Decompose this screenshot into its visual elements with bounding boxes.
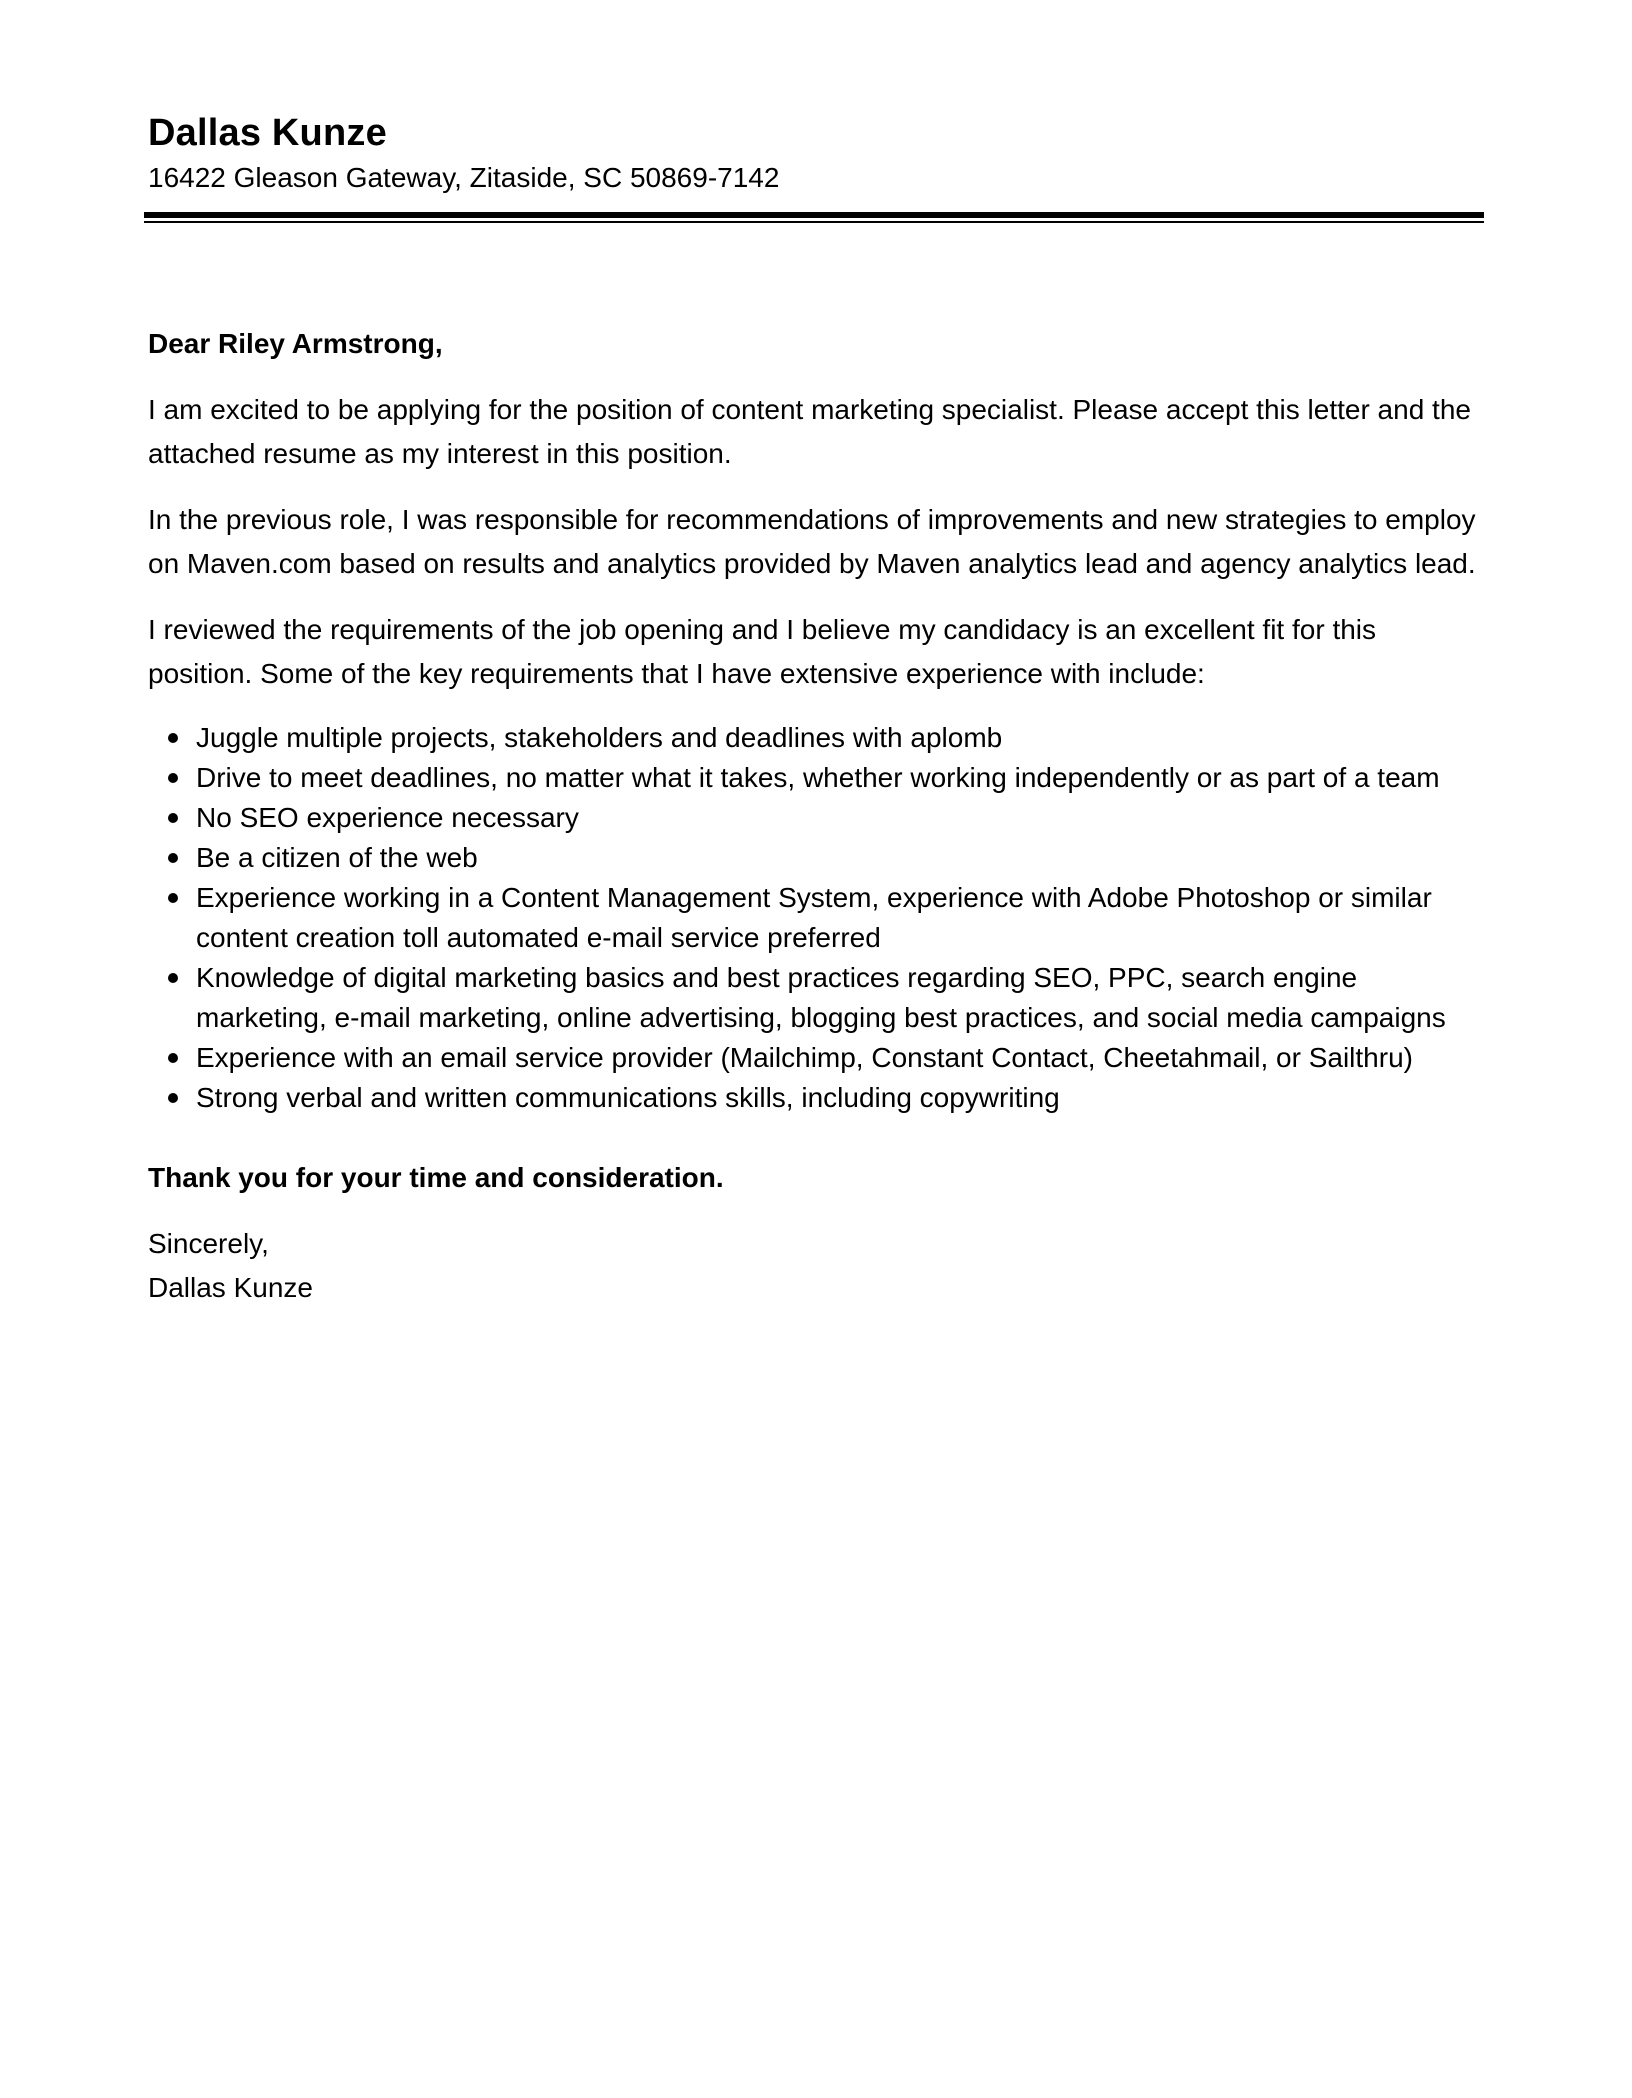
list-item-text: No SEO experience necessary <box>196 802 579 833</box>
paragraph-requirements-intro: I reviewed the requirements of the job opening and I believe my candidacy is an excellent fit for this position. Some of the key requirements that I have extensive experience with include: <box>148 614 1377 689</box>
bullet-icon <box>168 1093 178 1103</box>
list-item-text: Strong verbal and written communications skills, including copywriting <box>196 1082 1060 1113</box>
paragraph-intro: I am excited to be applying for the position of content marketing specialist. Please accept this letter and the attached resume as my interest in this position. <box>148 394 1471 469</box>
list-item <box>148 1078 1488 1118</box>
list-item-text: Knowledge of digital marketing basics and best practices regarding SEO, PPC, search engine marketing, e-mail marketing, online advertising, blogging best practices, and social media campaigns <box>196 962 1446 1033</box>
bullet-icon <box>168 733 178 743</box>
letter-header <box>148 108 1488 198</box>
list-item <box>148 758 1488 798</box>
list-item-text: Juggle multiple projects, stakeholders and deadlines with aplomb <box>196 722 1003 753</box>
header-divider <box>144 212 1484 223</box>
sender-address: 16422 Gleason Gateway, Zitaside, SC 50869-7142 <box>148 162 780 193</box>
list-item-text: Be a citizen of the web <box>196 842 478 873</box>
bullet-icon <box>168 773 178 783</box>
letter-body <box>148 322 1488 1310</box>
list-item <box>148 878 1488 958</box>
bullet-icon <box>168 813 178 823</box>
salutation: Dear Riley Armstrong, <box>148 328 443 359</box>
bullet-icon <box>168 853 178 863</box>
list-item <box>148 718 1488 758</box>
bullet-icon <box>168 893 178 903</box>
list-item-text: Drive to meet deadlines, no matter what it takes, whether working independently or as part of a team <box>196 762 1440 793</box>
list-item <box>148 958 1488 1038</box>
list-item <box>148 1038 1488 1078</box>
list-item <box>148 838 1488 878</box>
sender-name: Dallas Kunze <box>148 112 387 154</box>
bullet-icon <box>168 1053 178 1063</box>
thank-you-line: Thank you for your time and consideration. <box>148 1162 724 1193</box>
bullet-icon <box>168 973 178 983</box>
divider-thin-line <box>144 221 1484 223</box>
list-item-text: Experience working in a Content Management System, experience with Adobe Photoshop or similar content creation toll automated e-mail service preferred <box>196 882 1432 953</box>
closing: Sincerely, <box>148 1228 269 1259</box>
list-item <box>148 798 1488 838</box>
paragraph-previous-role: In the previous role, I was responsible for recommendations of improvements and new strategies to employ on Maven.com based on results and analytics provided by Maven analytics lead and agency analytics lead. <box>148 504 1476 579</box>
list-item-text: Experience with an email service provider (Mailchimp, Constant Contact, Cheetahmail, or Sailthru) <box>196 1042 1413 1073</box>
signature-name: Dallas Kunze <box>148 1272 313 1303</box>
requirements-list <box>148 718 1488 1118</box>
